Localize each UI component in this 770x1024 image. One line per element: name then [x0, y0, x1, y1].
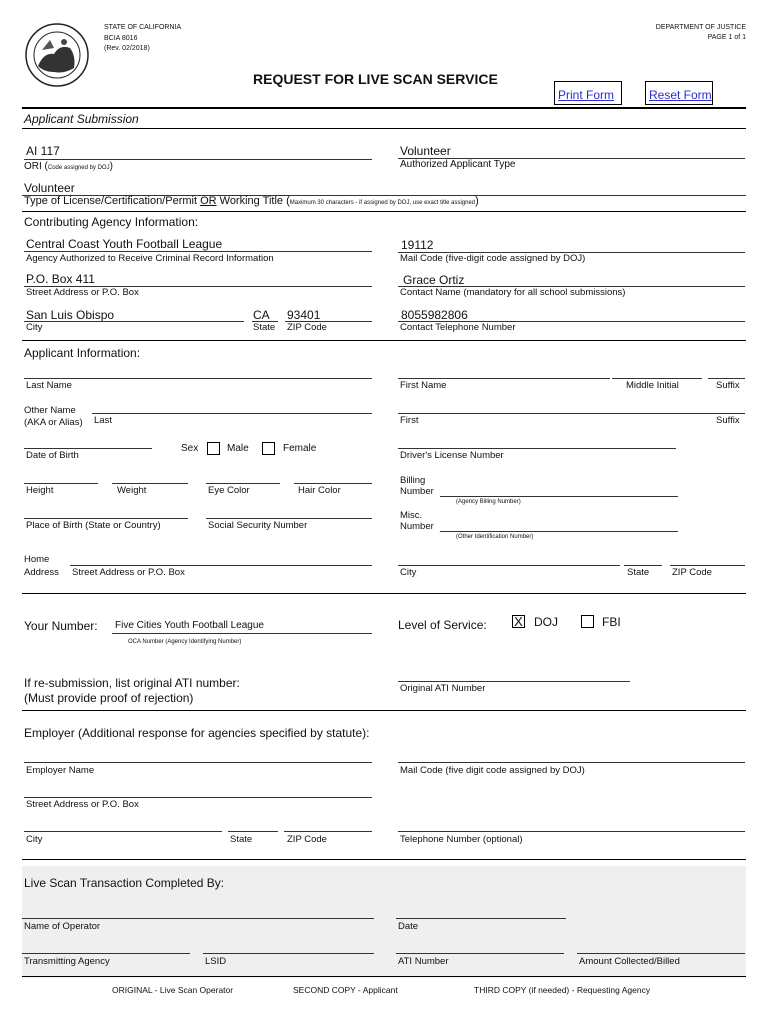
applicant-type-value[interactable]: Volunteer	[400, 144, 451, 158]
drivers-license-label: Driver's License Number	[400, 450, 504, 461]
amount-field[interactable]	[577, 953, 745, 954]
misc-number-field[interactable]	[440, 531, 678, 532]
page-number: PAGE 1 of 1	[707, 34, 746, 41]
mail-code-label: Mail Code (five-digit code assigned by DOJ)	[400, 253, 586, 264]
weight-label: Weight	[117, 485, 147, 496]
home-zip-label: ZIP Code	[672, 567, 712, 578]
misc-label-2: Number	[400, 521, 434, 532]
employer-street-label: Street Address or P.O. Box	[26, 799, 139, 810]
fbi-checkbox[interactable]	[581, 615, 594, 628]
original-ati-field[interactable]	[398, 681, 630, 682]
agency-zip-value[interactable]: 93401	[287, 308, 321, 322]
employer-heading: Employer (Additional response for agencies specified by statute):	[24, 726, 370, 740]
applicant-type-label: Authorized Applicant Type	[400, 159, 516, 170]
your-number-value[interactable]: Five Cities Youth Football League	[115, 620, 264, 631]
transmitting-agency-field[interactable]	[22, 953, 190, 954]
first-name-field[interactable]	[398, 378, 610, 379]
agency-zip-label: ZIP Code	[287, 322, 327, 333]
home-street-field[interactable]	[70, 565, 372, 566]
birthplace-label: Place of Birth (State or Country)	[26, 520, 161, 531]
eye-color-field[interactable]	[206, 483, 280, 484]
employer-zip-label: ZIP Code	[287, 834, 327, 845]
aka-first-field[interactable]	[398, 413, 745, 414]
resubmission-label: If re-submission, list original ATI number:	[24, 676, 240, 690]
employer-state-label: State	[230, 834, 253, 845]
aka-last-label: Last	[94, 415, 112, 426]
dob-field[interactable]	[24, 448, 152, 449]
header-divider	[22, 107, 746, 109]
home-state-field[interactable]	[624, 565, 662, 566]
home-zip-field[interactable]	[670, 565, 745, 566]
operator-label: Name of Operator	[24, 921, 101, 932]
california-seal-logo	[24, 22, 90, 88]
middle-initial-label: Middle Initial	[626, 380, 679, 391]
amount-label: Amount Collected/Billed	[579, 956, 680, 967]
agency-state-value[interactable]: CA	[253, 308, 270, 322]
agency-name-value[interactable]: Central Coast Youth Football League	[26, 237, 223, 251]
level-of-service-label: Level of Service:	[398, 618, 487, 632]
form-revision: (Rev. 02/2018)	[104, 45, 150, 52]
transmitting-agency-label: Transmitting Agency	[24, 956, 110, 967]
male-label: Male	[227, 443, 249, 454]
applicant-heading: Applicant Information:	[24, 346, 141, 360]
home-state-label: State	[627, 567, 650, 578]
original-ati-label: Original ATI Number	[400, 683, 486, 694]
home-street-label: Street Address or P.O. Box	[72, 567, 185, 578]
ati-number-label: ATI Number	[398, 956, 449, 967]
oca-label: OCA Number (Agency Identifying Number)	[128, 639, 242, 645]
print-form-button[interactable]: Print Form	[554, 81, 622, 105]
birthplace-field[interactable]	[24, 518, 188, 519]
reset-form-button[interactable]: Reset Form	[645, 81, 713, 105]
employer-phone-label: Telephone Number (optional)	[400, 834, 523, 845]
doj-label: DOJ	[534, 615, 558, 629]
aka-suffix-label: Suffix	[716, 415, 740, 426]
agency-address-value[interactable]: P.O. Box 411	[26, 272, 95, 286]
billing-label: Billing	[400, 475, 426, 486]
employer-zip-field[interactable]	[284, 831, 372, 832]
agency-address-label: Street Address or P.O. Box	[26, 287, 139, 298]
mail-code-value[interactable]: 19112	[401, 238, 434, 252]
footer-third-copy: THIRD COPY (if needed) - Requesting Agency	[474, 985, 651, 995]
date-field[interactable]	[396, 918, 566, 919]
hair-color-field[interactable]	[294, 483, 372, 484]
agency-city-value[interactable]: San Luis Obispo	[26, 308, 115, 322]
male-checkbox[interactable]	[207, 442, 220, 455]
employer-mail-code-field[interactable]	[398, 762, 745, 763]
middle-initial-field[interactable]	[612, 378, 702, 379]
other-name-label: Other Name	[24, 405, 76, 416]
resubmission-note: (Must provide proof of rejection)	[24, 691, 194, 705]
dob-label: Date of Birth	[26, 450, 79, 461]
your-number-label: Your Number:	[24, 619, 98, 633]
aka-label: (AKA or Alias)	[24, 417, 83, 428]
fbi-label: FBI	[602, 615, 621, 629]
contact-phone-value[interactable]: 8055982806	[401, 308, 468, 322]
contact-name-label: Contact Name (mandatory for all school submissions)	[400, 287, 626, 298]
agency-name-label: Agency Authorized to Receive Criminal Record Information	[26, 253, 274, 264]
ati-number-field[interactable]	[396, 953, 564, 954]
department-label: DEPARTMENT OF JUSTICE	[655, 24, 746, 31]
employer-street-field[interactable]	[24, 797, 372, 798]
employer-city-field[interactable]	[24, 831, 222, 832]
last-name-label: Last Name	[26, 380, 72, 391]
submission-heading: Applicant Submission	[24, 112, 139, 126]
license-value[interactable]: Volunteer	[24, 181, 75, 195]
misc-sublabel: (Other Identification Number)	[456, 534, 534, 540]
agency-state-label: State	[253, 322, 276, 333]
employer-name-label: Employer Name	[26, 765, 95, 776]
home-city-field[interactable]	[398, 565, 620, 566]
female-checkbox[interactable]	[262, 442, 275, 455]
aka-first-label: First	[400, 415, 419, 426]
billing-sublabel: (Agency Billing Number)	[456, 499, 521, 505]
agency-city-label: City	[26, 322, 43, 333]
aka-last-field[interactable]	[92, 413, 372, 414]
billing-number-field[interactable]	[440, 496, 678, 497]
ssn-field[interactable]	[206, 518, 372, 519]
employer-city-label: City	[26, 834, 43, 845]
female-label: Female	[283, 443, 317, 454]
lsid-label: LSID	[205, 956, 227, 967]
state-label: STATE OF CALIFORNIA	[104, 24, 182, 31]
form-id: BCIA 8016	[104, 35, 138, 42]
address-label: Address	[24, 567, 59, 578]
billing-label-2: Number	[400, 486, 434, 497]
weight-field[interactable]	[112, 483, 188, 484]
height-label: Height	[26, 485, 54, 496]
height-field[interactable]	[24, 483, 98, 484]
suffix-field[interactable]	[708, 378, 745, 379]
operator-field[interactable]	[22, 918, 374, 919]
home-city-label: City	[400, 567, 417, 578]
contact-name-value[interactable]: Grace Ortiz	[403, 273, 465, 287]
first-name-label: First Name	[400, 380, 447, 391]
contact-phone-label: Contact Telephone Number	[400, 322, 516, 333]
date-label: Date	[398, 921, 419, 932]
lsid-field[interactable]	[203, 953, 374, 954]
eye-color-label: Eye Color	[208, 485, 250, 496]
sex-label: Sex	[181, 443, 199, 454]
doj-checkbox[interactable]: X	[512, 615, 525, 628]
last-name-field[interactable]	[24, 378, 372, 379]
live-scan-heading: Live Scan Transaction Completed By:	[24, 876, 225, 890]
employer-name-field[interactable]	[24, 762, 372, 763]
employer-mail-code-label: Mail Code (five digit code assigned by DOJ)	[400, 765, 585, 776]
misc-label: Misc.	[400, 510, 423, 521]
form-title: REQUEST FOR LIVE SCAN SERVICE	[253, 71, 498, 87]
ori-value[interactable]: AI 117	[26, 144, 60, 158]
suffix-label: Suffix	[716, 380, 740, 391]
drivers-license-field[interactable]	[398, 448, 676, 449]
footer-original: ORIGINAL - Live Scan Operator	[112, 985, 234, 995]
employer-state-field[interactable]	[228, 831, 278, 832]
home-label: Home	[24, 554, 50, 565]
employer-phone-field[interactable]	[398, 831, 745, 832]
agency-heading: Contributing Agency Information:	[24, 215, 199, 229]
ssn-label: Social Security Number	[208, 520, 308, 531]
license-label: Type of License/Certification/Permit OR Working Title (Maximum 30 characters - if assigned by DOJ, use exact title assigned)	[24, 195, 479, 207]
footer-second-copy: SECOND COPY - Applicant	[293, 985, 398, 995]
hair-color-label: Hair Color	[298, 485, 341, 496]
ori-label: ORI (Code assigned by DOJ)	[24, 161, 113, 172]
